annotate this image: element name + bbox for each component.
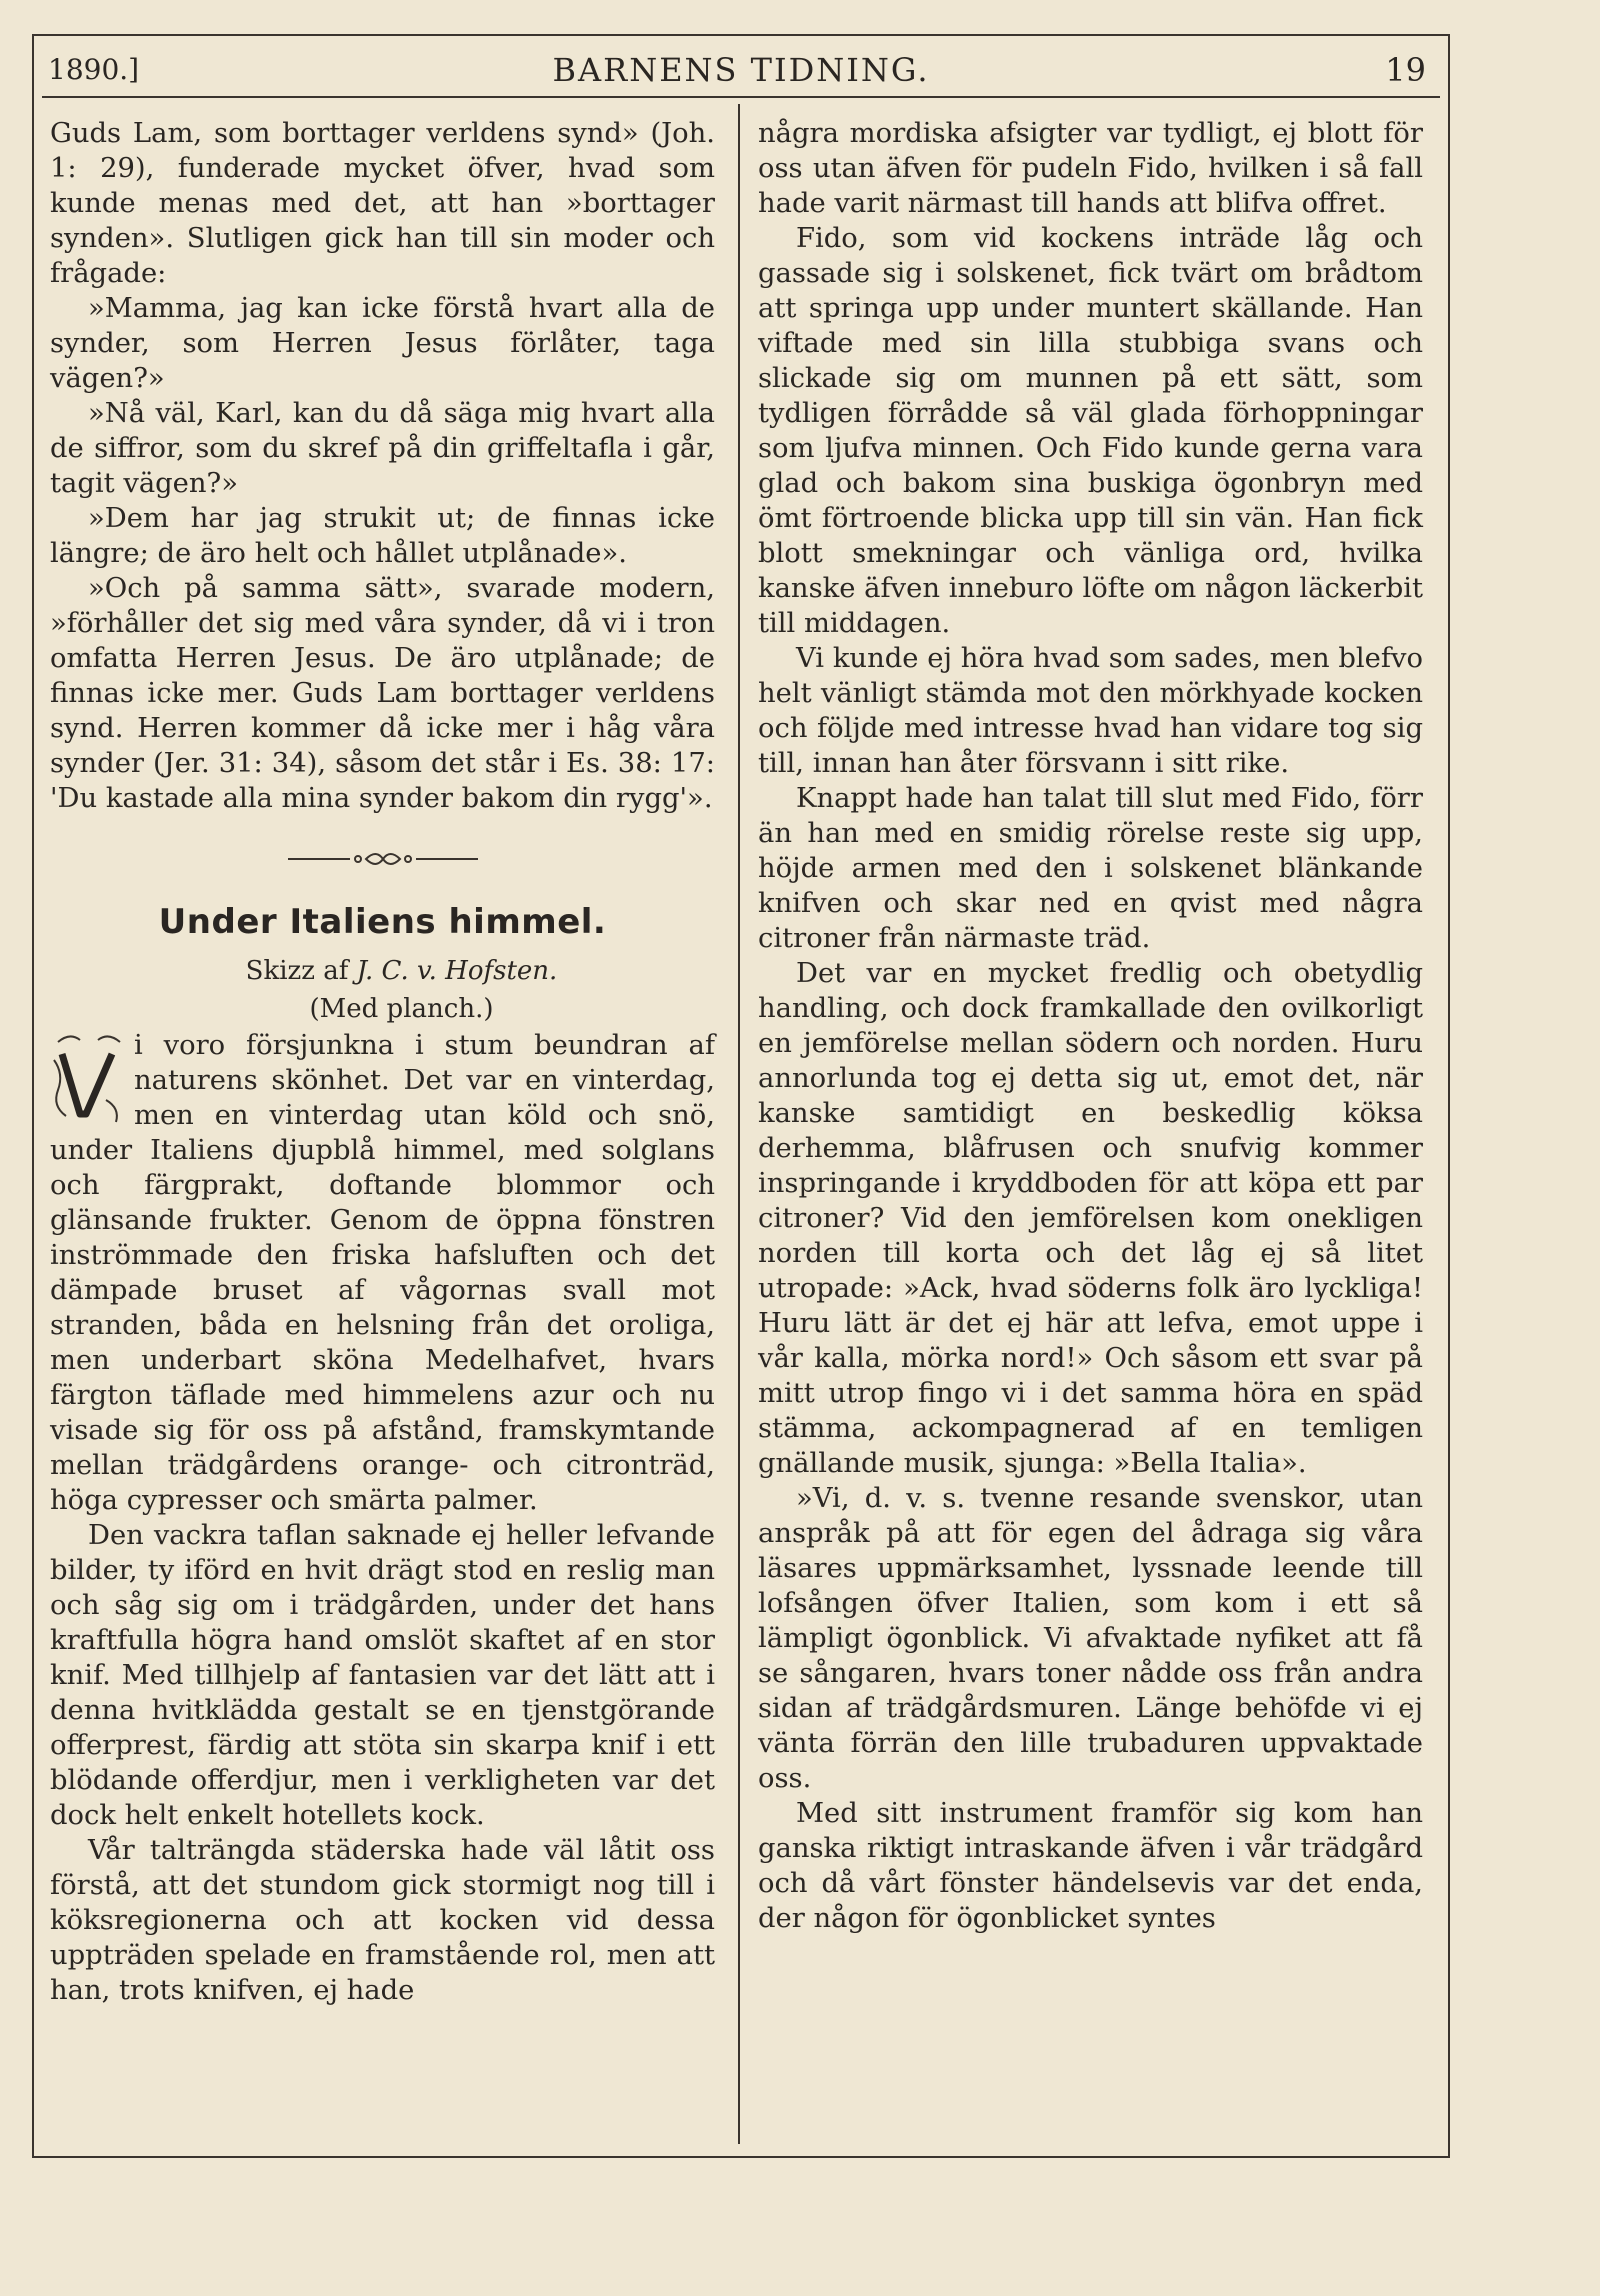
paragraph: Fido, som vid kockens inträde låg och gassade sig i solskenet, fick tvärt om brådtom att springa upp under muntert skällande. Han viftade med sin lilla stubbiga svans och slickade sig om munnen på ett sätt, som tydligen förrådde så väl glada förhoppningar som ljufva minnen. Och Fido kunde gerna vara glad och bakom sina buskiga ögonbryn med ömt förtroende blicka upp till sin vän. Han fick blott smekningar och vänliga ord, hvilka kanske äfven inneburo löfte om någon läckerbit till middagen.	[758, 223, 1423, 639]
paragraph: i voro försjunkna i stum beundran af naturens skönhet. Det var en vinterdag, men en vinterdag utan köld och snö, under Italiens djupblå himmel, med solglans och färgprakt, doftande blommor och glänsande frukter. Genom de öppna fönstren inströmmade den friska hafsluften och det dämpade bruset af vågornas svall mot stranden, båda en helsning från det oroliga, men underbart sköna Medelhafvet, hvars färgton täflade med himmelens azur och nu visade sig för oss på afstånd, framskymtande mellan trädgårdens orange- och citronträd, höga cypresser och smärta palmer.	[50, 1030, 715, 1516]
page-header	[42, 44, 1440, 98]
byline-prefix: Skizz af	[245, 956, 349, 986]
article-plate-note: (Med planch.)	[309, 994, 494, 1024]
paragraph: Det var en mycket fredlig och obetydlig handling, och dock framkallade den ovilkorligt en jemförelse mellan södern och norden. Huru annorlunda tog ej detta sig ut, emot det, när kanske samtidigt en beskedlig köksa derhemma, blåfrusen och snufvig kommer inspringande i kryddboden för att köpa ett par citroner? Vid den jemförelsen kom onekligen norden till korta och det låg ej så litet utropade: »Ack, hvad söderns folk äro lyckliga! Huru lätt är det ej här att lefva, emot uppe i vår kalla, mörka nord!» Och såsom ett svar på mitt utrop fingo vi i det samma höra en späd stämma, ackompagnerad af en temligen gnällande musik, sjunga: »Bella Italia».	[758, 958, 1423, 1479]
paragraph: »Nå väl, Karl, kan du då säga mig hvart alla de siffror, som du skref på din griffeltafla i går, tagit vägen?»	[50, 398, 715, 499]
paragraph: »Mamma, jag kan icke förstå hvart alla de synder, som Herren Jesus förlåter, taga vägen?»	[50, 293, 715, 394]
paragraph: Vi kunde ej höra hvad som sades, men blefvo helt vänligt stämda mot den mörkhyade kocken och följde med intresse hvad han vidare tog sig till, innan han åter försvann i sitt rike.	[758, 643, 1423, 779]
paragraph: »Dem har jag strukit ut; de finnas icke längre; de äro helt och hållet utplånade».	[50, 503, 715, 569]
byline-author: J. C. v. Hofsten.	[356, 956, 558, 986]
paragraph: Vår talträngda städerska hade väl låtit oss förstå, att det stundom gick stormigt nog till i köksregionerna och att kocken vid dessa uppträden spelade en framstående rol, men att han, trots knifven, ej hade	[50, 1835, 715, 2006]
article-byline	[50, 952, 715, 990]
column-divider	[738, 104, 740, 2144]
right-column	[758, 116, 1423, 1936]
article-title: Under Italiens himmel.	[158, 902, 607, 942]
ornament-icon	[288, 849, 478, 869]
header-title: BARNENS TIDNING.	[552, 51, 930, 89]
paragraph: »Vi, d. v. s. tvenne resande svenskor, utan anspråk på att för egen del ådraga sig våra läsares uppmärksamhet, lyssnade leende till lofsången öfver Italien, som kom i ett så lämpligt ögonblick. Vi afvaktade nyfiket att få se sångaren, hvars toner nådde oss från andra sidan af trädgårdsmuren. Länge behöfde vi ej vänta förrän den lille trubaduren uppvaktade oss.	[758, 1483, 1423, 1794]
left-column	[50, 116, 715, 2008]
paragraph: »Och på samma sätt», svarade modern, »förhåller det sig med våra synder, då vi i tron omfatta Herren Jesus. De äro utplånade; de finnas icke mer. Guds Lam borttager verldens synd. Herren kommer då icke mer i håg våra synder (Jer. 31: 34), såsom det står i Es. 38: 17: 'Du kastade alla mina synder bakom din rygg'».	[50, 573, 715, 814]
paragraph: Guds Lam, som borttager verldens synd» (Joh. 1: 29), funderade mycket öfver, hvad som kunde menas med det, att han »borttager synden». Slutligen gick han till sin moder och frågade:	[50, 118, 715, 289]
header-year: 1890.]	[48, 53, 140, 86]
paragraph: några mordiska afsigter var tydligt, ej blott för oss utan äfven för pudeln Fido, hvilken i så fall hade varit närmast till hands att blifva offret.	[758, 118, 1423, 219]
paragraph: Med sitt instrument framför sig kom han ganska riktigt intraskande äfven i vår trädgård och då vårt fönster händelsevis var det enda, der någon för ögonblicket syntes	[758, 1798, 1423, 1934]
section-divider-ornament	[50, 834, 715, 884]
page-number: 19	[1385, 51, 1426, 89]
paragraph: Knappt hade han talat till slut med Fido, förr än han med en smidig rörelse reste sig upp, höjde armen med den i solskenet blänkande knifven och skar ned en qvist med några citroner från närmaste träd.	[758, 783, 1423, 954]
paragraph: Den vackra taflan saknade ej heller lefvande bilder, ty iförd en hvit drägt stod en reslig man och såg sig om i trädgården, under det hans kraftfulla högra hand omslöt skaftet af en stor knif. Med tillhjelp af fantasien var det lätt att i denna hvitklädda gestalt se en tjenstgörande offerprest, färdig att stöta sin skarpa knif i ett blödande offerdjur, men i verkligheten var det dock helt enkelt hotellets kock.	[50, 1520, 715, 1831]
decorative-initial-v	[50, 1030, 128, 1126]
